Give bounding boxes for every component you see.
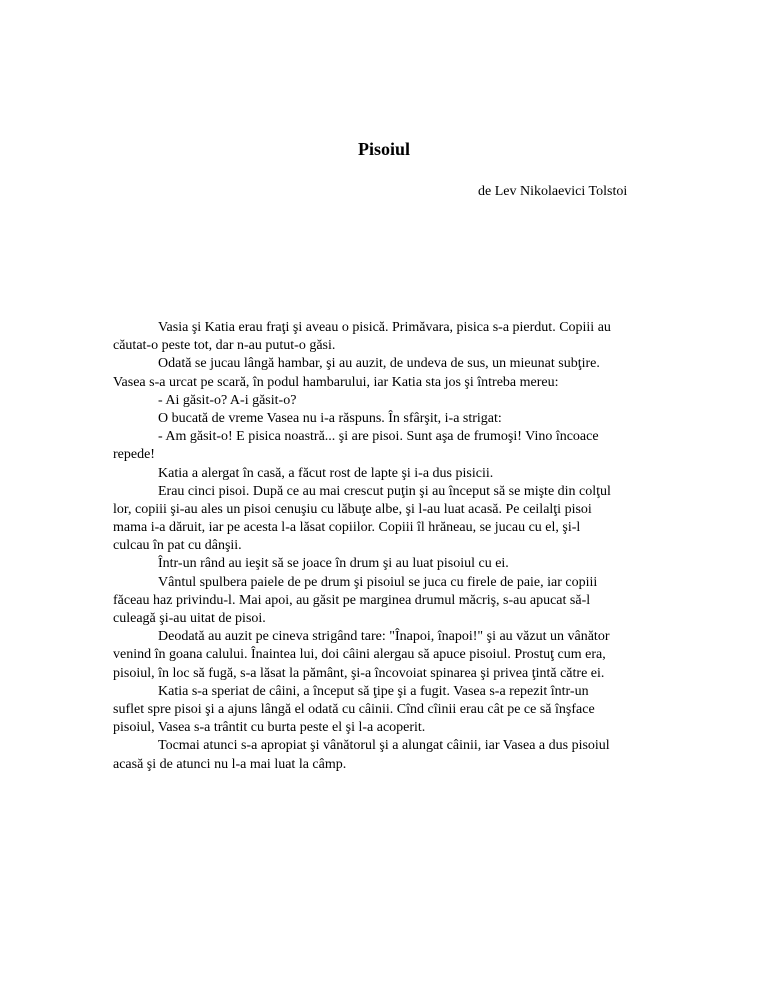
story-line: Erau cinci pisoi. După ce au mai crescut puţin şi au început să se mişte din colţul [158, 483, 611, 499]
story-line: Vântul spulbera paiele de pe drum şi pisoiul se juca cu firele de paie, iar copiii [158, 574, 598, 590]
story-line: pisoiul, Vasea s-a trântit cu burta peste el şi l-a acoperit. [113, 720, 426, 736]
story-line: Katia a alergat în casă, a făcut rost de lapte şi i-a dus pisicii. [158, 465, 494, 481]
story-line: Vasea s-a urcat pe scară, în podul hambarului, iar Katia sta jos şi întreba mereu: [113, 374, 559, 390]
story-line: - Am găsit-o! E pisica noastră... şi are pisoi. Sunt aşa de frumoşi! Vino încoace [158, 429, 599, 445]
story-line: făceau haz privindu-l. Mai apoi, au găsit pe marginea drumul măcriş, s-au apucat să-l [113, 592, 591, 608]
story-line: Odată se jucau lângă hambar, şi au auzit, de undeva de sus, un mieunat subţire. [158, 356, 600, 372]
story-line: - Ai găsit-o? A-i găsit-o? [158, 392, 297, 408]
story-line: suflet spre pisoi şi a ajuns lângă el odată cu câinii. Cînd cîinii erau cât pe ce să înşface [113, 701, 595, 717]
story-line: Vasia şi Katia erau fraţi şi aveau o pisică. Primăvara, pisica s-a pierdut. Copiii au [158, 320, 611, 335]
story-line: Într-un rând au ieşit să se joace în drum şi au luat pisoiul cu ei. [158, 556, 509, 572]
story-line: acasă şi de atunci nu l-a mai luat la câmp. [113, 756, 347, 772]
document-author: de Lev Nikolaevici Tolstoi [478, 184, 628, 199]
story-line: pisoiul, în loc să fugă, s-a lăsat la pământ, şi-a încovoiat spinarea şi privea ţintă către ei. [113, 665, 605, 681]
story-body [113, 319, 643, 774]
story-line: mama i-a dăruit, iar pe acesta l-a lăsat copiilor. Copiii îl hrăneau, se jucau cu el, şi-l [113, 520, 581, 536]
story-line: culeagă şi-au uitat de pisoi. [113, 611, 266, 626]
document-title: Pisoiul [357, 139, 410, 159]
story-line: Deodată au auzit pe cineva strigând tare: "Înapoi, înapoi!" şi au văzut un vânător [158, 629, 610, 645]
story-line: venind în goana calului. Înaintea lui, doi câini alergau să apuce pisoiul. Prostuţ cum era, [113, 647, 606, 663]
story-line: repede! [113, 447, 155, 463]
story-line: lor, copiii şi-au ales un pisoi cenuşiu cu lăbuţe albe, şi l-au luat acasă. Pe ceilalţi pisoi [113, 501, 592, 517]
story-line: Katia s-a speriat de câini, a început să ţipe şi a fugit. Vasea s-a repezit într-un [158, 683, 589, 699]
story-line: Tocmai atunci s-a apropiat şi vânătorul şi a alungat câinii, iar Vasea a dus pisoiul [158, 738, 610, 754]
story-line: O bucată de vreme Vasea nu i-a răspuns. În sfârşit, i-a strigat: [158, 410, 502, 426]
story-line: culcau în pat cu dânşii. [113, 538, 242, 554]
story-line: căutat-o peste tot, dar n-au putut-o găsi. [113, 338, 336, 354]
